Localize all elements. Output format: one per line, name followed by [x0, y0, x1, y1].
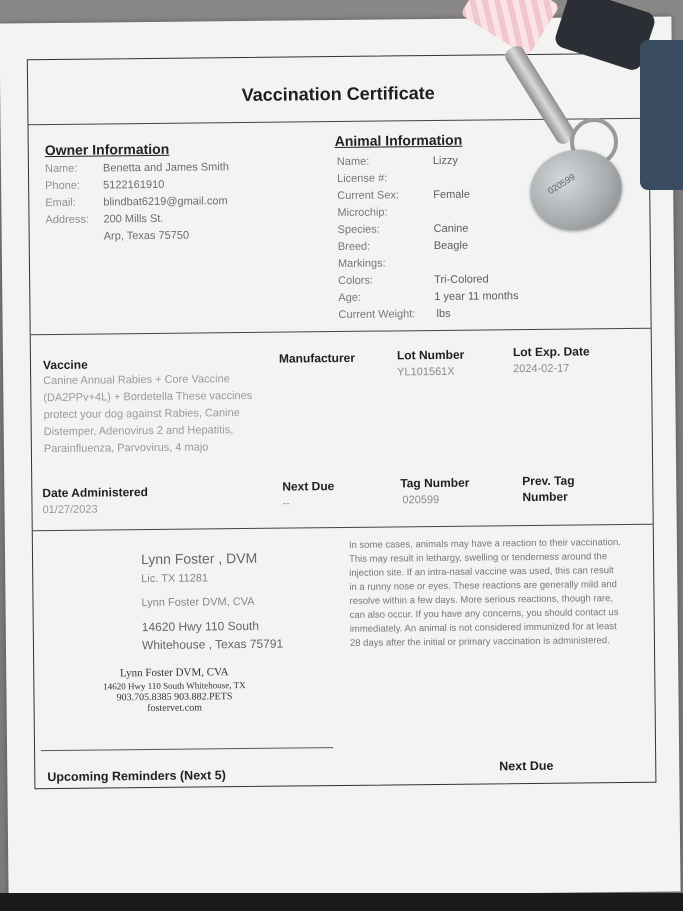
- vet-clinic: Lynn Foster DVM, CVA: [141, 595, 255, 610]
- next-due-value: --: [282, 497, 290, 510]
- owner-phone-value: 5122161910: [103, 178, 165, 192]
- animal-weight-value: lbs: [436, 307, 451, 320]
- animal-age-label: Age:: [338, 291, 362, 305]
- date-administered-header: Date Administered: [42, 485, 149, 501]
- animal-breed-label: Breed:: [337, 240, 371, 254]
- animal-markings-label: Markings:: [337, 257, 386, 271]
- animal-weight-label: Current Weight:: [338, 308, 416, 322]
- owner-address-value: 200 Mills St.: [103, 212, 164, 226]
- owner-address-label: Address:: [45, 213, 89, 227]
- lot-exp-column-header: Lot Exp. Date: [512, 344, 590, 360]
- owner-phone-label: Phone:: [45, 179, 81, 193]
- divider: [31, 328, 651, 335]
- lot-number-value: YL101561X: [397, 365, 455, 379]
- owner-email-value: blindbat6219@gmail.com: [103, 195, 228, 209]
- certificate-title: Vaccination Certificate: [241, 82, 435, 106]
- animal-license-label: License #:: [337, 172, 388, 186]
- animal-sex-value: Female: [433, 188, 471, 202]
- owner-name-value: Benetta and James Smith: [102, 161, 229, 175]
- owner-address-line2: Arp, Texas 75750: [103, 229, 190, 243]
- animal-age-value: 1 year 11 months: [434, 290, 519, 304]
- stamp-line: Lynn Foster DVM, CVA: [119, 666, 229, 680]
- upcoming-reminders-heading: Upcoming Reminders (Next 5): [47, 768, 226, 785]
- blue-bag: [640, 40, 683, 190]
- vaccine-description: Canine Annual Rabies + Core Vaccine (DA2PPv+4L) + Bordetella These vaccines protect your dog against Rabies, Canine Distemper, Adenovirus 2 and Hepatitis, Parainfluenza, Parvovirus, 4 majo: [43, 373, 253, 456]
- vet-address-line2: Whitehouse , Texas 75791: [141, 636, 284, 653]
- animal-species-value: Canine: [433, 222, 469, 236]
- vaccine-column-header: Vaccine: [42, 357, 88, 373]
- lot-exp-value: 2024-02-17: [513, 362, 570, 376]
- stamp-line: fostervet.com: [147, 702, 203, 715]
- animal-colors-label: Colors:: [338, 274, 374, 288]
- manufacturer-column-header: Manufacturer: [278, 350, 356, 366]
- next-due-header: Next Due: [282, 479, 335, 494]
- animal-microchip-label: Microchip:: [337, 206, 388, 220]
- animal-species-label: Species:: [337, 223, 380, 237]
- reaction-notice: In some cases, animals may have a reaction to their vaccination. This may result in lethargy, swelling or tenderness around the injection site. If an intra-nasal vaccine was used, this can result in a runny nose or eyes. These reactions are generally mild and resolve within a few days. More serious reactions, though rare, can also occur. If you have any concerns, you should contact us immediately. An animal is not considered immunized for at least 28 days after the initial or primary vaccination is administered.: [348, 537, 621, 649]
- stamp-line: 14620 Hwy 110 South Whitehouse, TX: [103, 680, 246, 692]
- owner-email-label: Email:: [45, 196, 76, 210]
- divider: [33, 524, 653, 531]
- clinic-stamp: [74, 666, 274, 715]
- tag-number-header: Tag Number: [400, 475, 470, 491]
- stamp-line: 903.705.8385 903.882.PETS: [116, 691, 233, 704]
- prev-tag-number-header: Prev. Tag Number: [522, 473, 575, 505]
- vet-license: Lic. TX 11281: [141, 572, 209, 586]
- vet-name: Lynn Foster , DVM: [140, 549, 258, 568]
- reminders-next-due-header: Next Due: [499, 758, 554, 774]
- signature-line: [41, 747, 333, 751]
- owner-name-label: Name:: [44, 162, 78, 176]
- lot-number-column-header: Lot Number: [396, 347, 465, 363]
- animal-breed-value: Beagle: [433, 239, 469, 253]
- animal-colors-value: Tri-Colored: [434, 273, 489, 287]
- animal-heading: Animal Information: [334, 131, 463, 150]
- tag-number-value: 020599: [402, 493, 440, 507]
- date-administered-value: 01/27/2023: [42, 503, 98, 517]
- background-bottom: [0, 893, 683, 911]
- vet-address-line1: 14620 Hwy 110 South: [141, 618, 260, 635]
- pet-tag-number: 020599: [546, 171, 577, 197]
- animal-name-value: Lizzy: [432, 154, 459, 168]
- animal-name-label: Name:: [336, 155, 370, 169]
- owner-heading: Owner Information: [44, 140, 170, 159]
- animal-sex-label: Current Sex:: [337, 189, 400, 203]
